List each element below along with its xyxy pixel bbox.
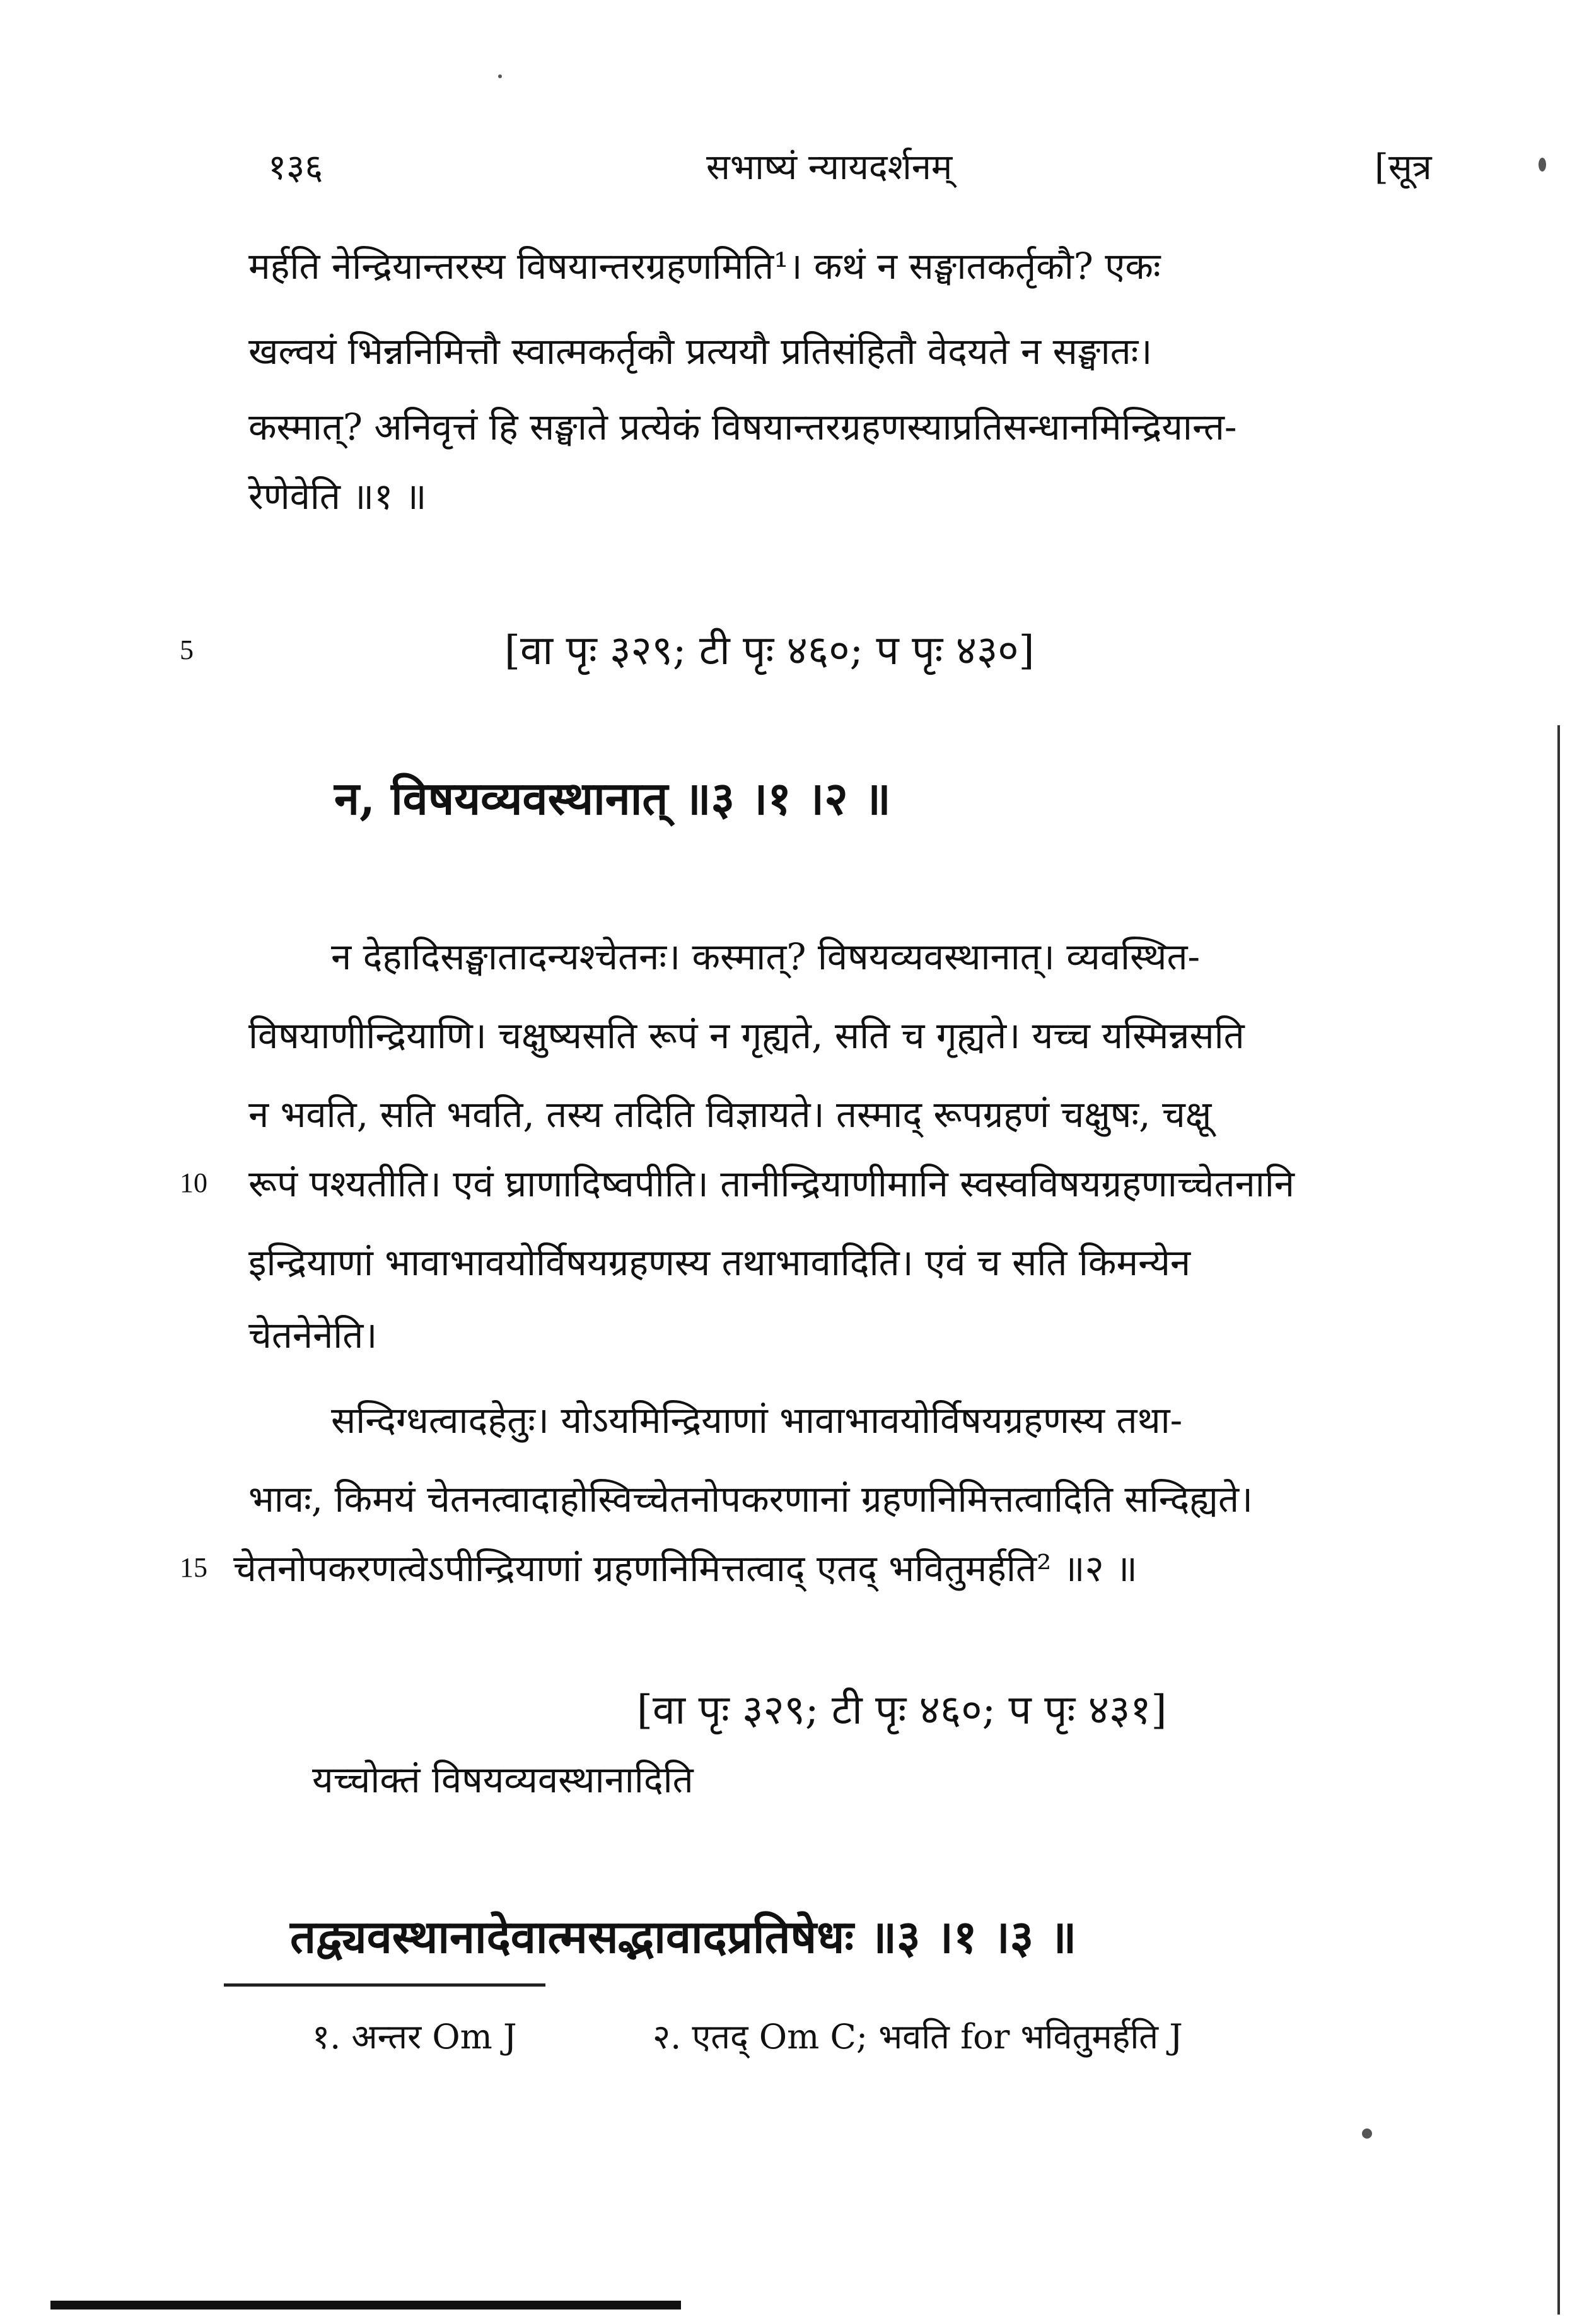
page-number: १३६ [268, 147, 323, 188]
text-line: रूपं पश्यतीति। एवं घ्राणादिष्वपीति। तानीन्द्रियाणीमानि स्वस्वविषयग्रहणाच्चेतनानि [248, 1162, 1294, 1205]
sutra-heading: तद्व्यवस्थानादेवात्मसद्भावादप्रतिषेधः ॥३ ।१ ।३ ॥ [290, 1910, 1077, 1963]
scan-page-edge [1557, 725, 1560, 2315]
footnote: १. अन्तर Om J [312, 2017, 517, 2057]
running-title: सभाष्यं न्यायदर्शनम् [706, 147, 953, 188]
text-line: चेतनेनेति। [248, 1314, 378, 1357]
scan-speck [1362, 2128, 1372, 2139]
line-number: 10 [180, 1167, 207, 1198]
reference-note: [वा पृः ३२९; टी पृः ४६०; प पृः ४३०] [504, 628, 1035, 674]
text-line: कस्मात्? अनिवृत्तं हि सङ्घाते प्रत्येकं विषयान्तरग्रहणस्याप्रतिसन्धानमिन्द्रियान्त- [248, 406, 1237, 448]
scan-speck [1539, 158, 1546, 172]
line-number: 5 [180, 634, 194, 665]
sutra-heading: न, विषयव्यवस्थानात् ॥३ ।१ ।२ ॥ [334, 771, 891, 825]
scan-speck [498, 74, 502, 78]
line-number: 15 [180, 1552, 207, 1583]
text-line: न देहादिसङ्घातादन्यश्चेतनः। कस्मात्? विषयव्यवस्थानात्। व्यवस्थित- [331, 935, 1201, 978]
text-line: विषयाणीन्द्रियाणि। चक्षुष्यसति रूपं न गृह्यते, सति च गृह्यते। यच्च यस्मिन्नसति [248, 1014, 1245, 1057]
text-line: मर्हति नेन्द्रियान्तरस्य विषयान्तरग्रहणमिति¹। कथं न सङ्घातकर्तृकौ? एकः [248, 245, 1161, 288]
footnote-rule [224, 1983, 545, 1987]
reference-note: [वा पृः ३२९; टी पृः ४६०; प पृः ४३१] [637, 1687, 1167, 1734]
text-line: यच्चोक्तं विषयव्यवस्थानादिति [312, 1758, 694, 1801]
text-line: भावः, किमयं चेतनत्वादाहोस्विच्चेतनोपकरणानां ग्रहणनिमित्तत्वादिति सन्दिह्यते। [248, 1478, 1253, 1521]
text-line: सन्दिग्धत्वादहेतुः। योऽयमिन्द्रियाणां भावाभावयोर्विषयग्रहणस्य तथा- [331, 1399, 1183, 1442]
scan-bottom-bar [50, 2301, 681, 2309]
text-line: रेणेवेति ॥१ ॥ [248, 475, 427, 518]
text-line: इन्द्रियाणां भावाभावयोर्विषयग्रहणस्य तथाभावादिति। एवं च सति किमन्येन [248, 1241, 1191, 1284]
text-line: न भवति, सति भवति, तस्य तदिति विज्ञायते। तस्माद् रूपग्रहणं चक्षुषः, चक्षू [248, 1093, 1212, 1136]
text-line: खल्वयं भिन्ननिमित्तौ स्वात्मकर्तृकौ प्रत्ययौ प्रतिसंहितौ वेदयते न सङ्घातः। [248, 330, 1153, 373]
footnote: २. एतद् Om C; भवति for भवितुमर्हति J [653, 2017, 1183, 2057]
section-marker: [सूत्र [1375, 147, 1432, 188]
text-line: चेतनोपकरणत्वेऽपीन्द्रियाणां ग्रहणनिमित्तत्वाद् एतद् भवितुमर्हति² ॥२ ॥ [233, 1547, 1137, 1590]
